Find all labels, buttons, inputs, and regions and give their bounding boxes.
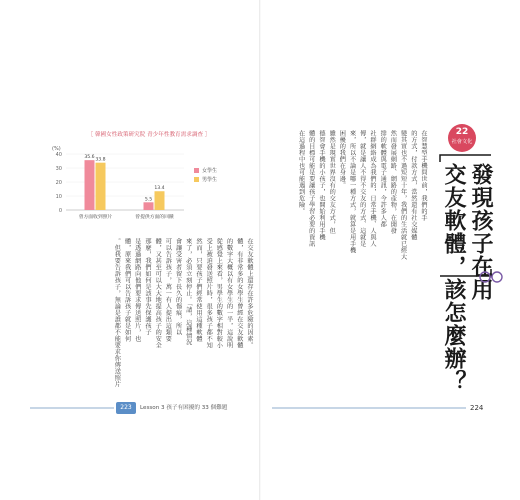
text-column: 然而發展網路、網路的產物，在開發: [389, 130, 397, 234]
text-column: 變其實也不過短短十年，我們的生活就已經大: [399, 130, 407, 260]
right-footer-rule: [272, 407, 466, 409]
y-tick-label: 0: [58, 207, 62, 214]
text-column: 德智會手機的小孩子，也開始利用手機: [317, 130, 325, 241]
text-column: 在交友軟體上還存在許多危險的因素。: [246, 238, 253, 349]
data-label: 5.5: [144, 197, 153, 203]
bar: [96, 163, 106, 210]
text-column: 來了，必須立刻停止。「請，這種情況: [184, 238, 192, 346]
book-fold: [259, 0, 261, 500]
legend-label: 男學生: [202, 177, 218, 183]
bar-chart: [44, 140, 254, 226]
bar: [155, 191, 165, 210]
text-column: 體的目標可能是要讓孩子學習必要的資訊: [307, 130, 315, 247]
text-column: 雖然是現實世界沒有的交友方式，但: [328, 130, 336, 234]
text-column: 然而，只要孩子們經常使用這種軟體: [194, 238, 202, 342]
text-column: 可以告訴孩子，萬一有人提出這類要: [164, 238, 172, 342]
legend-swatch: [194, 177, 199, 182]
category-label: 曾方面收到照片: [78, 215, 113, 220]
glasses-icon: [478, 268, 504, 284]
text-column: 的數字大概以有女學生的一半，這說明: [225, 238, 233, 349]
chapter-badge: [448, 124, 476, 152]
text-column: 是透過網路向他們要求傳送照片，也: [133, 238, 141, 342]
bar: [85, 160, 95, 210]
category-label: 曾提供方面的回饋: [135, 215, 174, 220]
y-axis-label: (%): [52, 146, 61, 152]
chart-title: ［ 韓國女性政策研究院 青少年性教育需求調查 ］: [87, 132, 211, 138]
text-column: 困擾的我們在身邊。: [338, 130, 346, 189]
y-tick-label: 10: [55, 193, 62, 200]
text-column: 來，所以不論是哪一種方式，就算是用手機: [348, 130, 356, 254]
text-column: 體，有非常多的女學生曾經在交友軟體: [235, 238, 243, 349]
text-column: 體，原來我們可以告訴孩子就是如何: [123, 238, 131, 342]
text-column: 體，又甚至可以大大地提高孩子的安全: [154, 238, 162, 349]
left-page-number: 223: [116, 402, 136, 414]
text-column: 從感覺上來看，男學生的數字相對較小: [215, 238, 223, 349]
right-page-number: 224: [470, 404, 484, 412]
text-column: 在智慧型手機問世前，我們的手: [420, 130, 427, 221]
legend-swatch: [194, 168, 199, 173]
left-body-text: [62, 238, 254, 398]
legend-label: 女學生: [202, 168, 218, 174]
headline-top-bracket: [438, 153, 493, 163]
text-column: 。但我要告訴孩子，無論是誰都不能要求你傳送照片: [113, 238, 121, 388]
text-column: 在這過程中也可能遇到危險。: [297, 130, 305, 215]
survey-chart: [44, 130, 254, 226]
text-column: 受上被迫發送照片時，很多孩子都不知: [205, 238, 213, 349]
chapter-tag: 社會文化: [451, 139, 473, 145]
headline-line: 發現孩子在用: [468, 163, 494, 301]
data-label: 35.6: [84, 155, 95, 161]
bar: [144, 202, 154, 210]
text-column: 的方式，付款方式，當然還有社交媒體: [409, 130, 417, 241]
text-column: 傳，就是讓人不得不交友的方式、這就是: [358, 130, 366, 247]
data-label: 33.8: [95, 157, 106, 163]
text-column: 那麼，我們如何是該事先保護孩子: [143, 238, 151, 336]
data-label: 13.4: [154, 186, 165, 192]
text-column: 會讓受害者留下長久的傷痕，所以: [174, 238, 182, 336]
left-footer-label: [140, 402, 250, 414]
headline-line: 交友軟體，該怎麼辦？: [441, 163, 467, 393]
y-tick-label: 30: [55, 165, 62, 172]
left-footer-rule: [30, 407, 114, 409]
footer-title: 孩子有困擾的 33 個難題: [166, 405, 228, 411]
y-tick-label: 40: [55, 151, 62, 158]
y-tick-label: 20: [55, 179, 62, 186]
chapter-number: 22: [455, 127, 469, 137]
right-body-text: [278, 130, 428, 400]
footer-lesson: Lesson 3: [140, 405, 165, 411]
text-column: 排的軟體與電子通訊，今許多人都: [379, 130, 387, 228]
text-column: 社群網絡成為我們的，日常手機、人與人: [368, 130, 376, 247]
